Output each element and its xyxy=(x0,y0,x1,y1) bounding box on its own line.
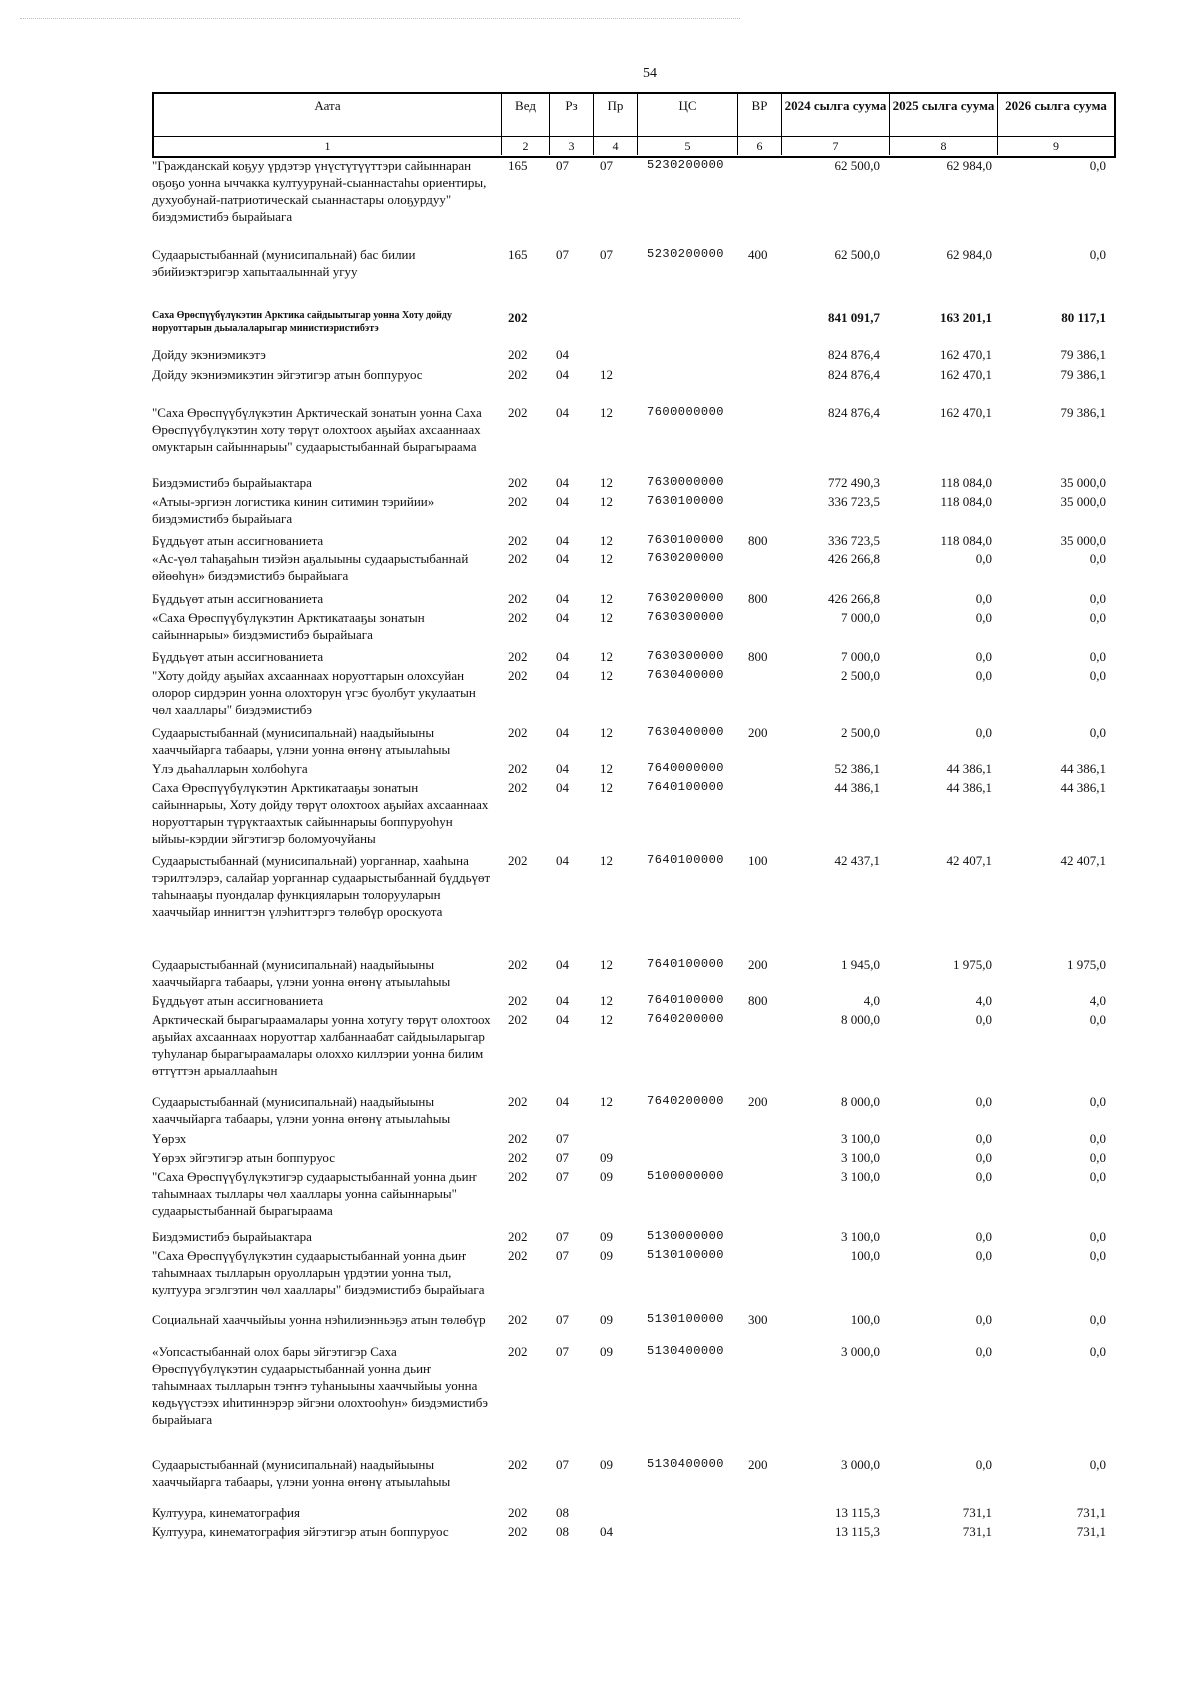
header-2026: 2026 сылга суума xyxy=(1005,98,1107,113)
cell-ved: 202 xyxy=(508,591,528,606)
cell-rz: 04 xyxy=(556,591,569,606)
cell-pr: 07 xyxy=(600,158,613,173)
cell-ved: 202 xyxy=(508,1505,528,1520)
cell-ved: 165 xyxy=(508,158,528,173)
cell-rz: 07 xyxy=(556,1344,569,1359)
cell-rz: 04 xyxy=(556,993,569,1008)
cell-name: «Уопсастыбаннай олох бары эйгэтигэр Саха Өрөспүүбүлүкэтин судаарыстыбаннай уонна дьиҥ таһымнаах тылларын тэҥҥэ туһаныыны хааччыйыы уонна көдьүүстээх иһитиннэрэр эйгэни олохтооһун» биэдэмистибэ бырайыага xyxy=(152,1344,488,1427)
cell-pr: 12 xyxy=(600,1012,613,1027)
cell-pr: 12 xyxy=(600,725,613,740)
cell-y2024: 44 386,1 xyxy=(834,780,880,795)
cell-name: "Саха Өрөспүүбүлүкэтин судаарыстыбаннай уонна дьиҥ таһымнаах тылларын оруолларын үрдэтии уонна тыл, култуура эгэлгэтин чөл хааллары" биэдэмистибэ бырайыага xyxy=(152,1248,485,1297)
cell-y2025: 0,0 xyxy=(975,1344,992,1359)
cell-y2026: 35 000,0 xyxy=(1060,475,1106,490)
cell-y2024: 8 000,0 xyxy=(841,1094,880,1109)
cell-name: Биэдэмистибэ бырайыактара xyxy=(152,1229,312,1244)
cell-ved: 202 xyxy=(508,1169,528,1184)
cell-y2024: 2 500,0 xyxy=(841,668,880,683)
cell-pr: 09 xyxy=(600,1312,613,1327)
cell-rz: 04 xyxy=(556,649,569,664)
cell-pr: 12 xyxy=(600,475,613,490)
cell-y2024: 426 266,8 xyxy=(828,591,880,606)
cell-cs: 7630400000 xyxy=(647,725,725,739)
cell-name: Култуура, кинематография эйгэтигэр атын боппуруос xyxy=(152,1524,449,1539)
cell-pr: 12 xyxy=(600,367,613,382)
cell-y2025: 0,0 xyxy=(975,1229,992,1244)
cell-ved: 202 xyxy=(508,649,528,664)
cell-y2025: 162 470,1 xyxy=(940,367,992,382)
column-number: 7 xyxy=(782,137,890,155)
cell-cs: 5130100000 xyxy=(647,1312,725,1326)
cell-pr: 12 xyxy=(600,551,613,566)
cell-rz: 04 xyxy=(556,761,569,776)
cell-y2025: 0,0 xyxy=(975,725,992,740)
cell-y2026: 731,1 xyxy=(1076,1524,1106,1539)
page-number: 54 xyxy=(643,66,657,81)
cell-y2024: 13 115,3 xyxy=(834,1505,880,1520)
cell-ved: 202 xyxy=(508,1131,528,1146)
cell-y2026: 0,0 xyxy=(1089,1169,1106,1184)
cell-ved: 202 xyxy=(508,780,528,795)
cell-cs: 7630300000 xyxy=(647,649,725,663)
cell-y2024: 336 723,5 xyxy=(828,533,880,548)
cell-name: Саха Өрөспүүбүлүкэтин Арктикатааҕы зонатын сайыннарыы, Хоту дойду төрүт олохтоох аҕыйах ахсааннаах норуоттарын түрүктаахтык сайыннарыы боппуруоһун ыйыы-кэрдии эйгэтигэр боломуочуйаны xyxy=(152,780,489,846)
cell-rz: 04 xyxy=(556,367,569,382)
cell-name: Култуура, кинематография xyxy=(152,1505,300,1520)
cell-cs: 5230200000 xyxy=(647,158,725,172)
cell-rz: 04 xyxy=(556,494,569,509)
cell-y2026: 1 975,0 xyxy=(1067,957,1106,972)
cell-y2026: 44 386,1 xyxy=(1060,780,1106,795)
cell-name: "Гражданскай коҕуу үрдэтэр үнүстүтүүттэри сайыннаран оҕоҕо уонна ыччакка култуурунай-сыаннастаһы ориентиры, духуобунай-патриотическай сыаннастары олоҕурдуу" биэдэмистибэ бырайыага xyxy=(152,158,487,224)
cell-ved: 202 xyxy=(508,1248,528,1263)
cell-rz: 07 xyxy=(556,1131,569,1146)
cell-y2025: 44 386,1 xyxy=(946,780,992,795)
cell-cs: 5230200000 xyxy=(647,247,725,261)
cell-cs: 5130000000 xyxy=(647,1229,725,1243)
cell-ved: 202 xyxy=(508,993,528,1008)
cell-y2026: 0,0 xyxy=(1089,725,1106,740)
header-2025: 2025 сылга суума xyxy=(890,94,998,136)
cell-ved: 202 xyxy=(508,1229,528,1244)
column-number: 5 xyxy=(638,137,738,155)
cell-rz: 04 xyxy=(556,1094,569,1109)
cell-name: Бүддьүөт атын ассигнованиета xyxy=(152,649,324,664)
column-number: 1 xyxy=(154,137,502,155)
cell-rz: 07 xyxy=(556,1150,569,1165)
cell-y2024: 3 000,0 xyxy=(841,1457,880,1472)
cell-name: Дойду экэниэмикэтэ xyxy=(152,347,266,362)
cell-name: Бүддьүөт атын ассигнованиета xyxy=(152,591,324,606)
cell-cs: 7630100000 xyxy=(647,533,725,547)
cell-y2025: 44 386,1 xyxy=(946,761,992,776)
cell-ved: 202 xyxy=(508,551,528,566)
cell-y2026: 0,0 xyxy=(1089,1312,1106,1327)
cell-cs: 7640100000 xyxy=(647,853,725,867)
cell-pr: 12 xyxy=(600,494,613,509)
cell-y2026: 0,0 xyxy=(1089,1344,1106,1359)
cell-pr: 12 xyxy=(600,649,613,664)
cell-vr: 300 xyxy=(748,1312,768,1327)
cell-y2025: 731,1 xyxy=(962,1505,992,1520)
cell-name: Бүддьүөт атын ассигнованиета xyxy=(152,533,324,548)
cell-name: "Саха Өрөспүүбүлүкэтин Арктическай зонатын уонна Саха Өрөспүүбүлүкэтин хоту төрүт олохтоох аҕыйах ахсааннаах омуктарын сайыннарыы" судаарыстыбаннай бырагыраама xyxy=(152,405,482,454)
cell-y2025: 162 470,1 xyxy=(940,405,992,420)
cell-y2026: 0,0 xyxy=(1089,1150,1106,1165)
cell-pr: 07 xyxy=(600,247,613,262)
cell-y2026: 4,0 xyxy=(1089,993,1106,1008)
cell-y2025: 0,0 xyxy=(975,610,992,625)
cell-pr: 12 xyxy=(600,591,613,606)
header-name: Аата xyxy=(154,94,502,136)
cell-name: Судаарыстыбаннай (мунисипальнай) уорганнар, хааһына тэрилтэлэрэ, салайар уорганнар судаарыстыбаннай бүддьүөт таһынааҕы пуондалар функцияларын толорууларын хааччыйар иннигтэн үлэһиттэргэ төлөбүр ороскуота xyxy=(152,853,491,919)
cell-y2025: 0,0 xyxy=(975,1150,992,1165)
cell-pr: 12 xyxy=(600,533,613,548)
cell-rz: 08 xyxy=(556,1505,569,1520)
cell-y2026: 0,0 xyxy=(1089,668,1106,683)
cell-y2025: 0,0 xyxy=(975,1312,992,1327)
cell-ved: 202 xyxy=(508,725,528,740)
cell-y2026: 0,0 xyxy=(1089,610,1106,625)
column-number: 2 xyxy=(502,137,550,155)
cell-y2025: 0,0 xyxy=(975,1094,992,1109)
cell-vr: 200 xyxy=(748,725,768,740)
cell-pr: 12 xyxy=(600,780,613,795)
header-2024: 2024 сылга суума xyxy=(782,94,890,136)
cell-y2025: 62 984,0 xyxy=(946,247,992,262)
column-number: 4 xyxy=(594,137,638,155)
cell-cs: 7630200000 xyxy=(647,551,725,565)
cell-y2024: 62 500,0 xyxy=(834,247,880,262)
cell-ved: 202 xyxy=(508,668,528,683)
cell-y2025: 0,0 xyxy=(975,649,992,664)
cell-cs: 7640100000 xyxy=(647,780,725,794)
cell-vr: 400 xyxy=(748,247,768,262)
cell-rz: 04 xyxy=(556,475,569,490)
cell-rz: 07 xyxy=(556,158,569,173)
cell-vr: 200 xyxy=(748,957,768,972)
cell-cs: 7640100000 xyxy=(647,957,725,971)
column-number: 9 xyxy=(1053,139,1059,153)
cell-y2026: 0,0 xyxy=(1089,158,1106,173)
cell-ved: 202 xyxy=(508,347,528,362)
cell-pr: 12 xyxy=(600,957,613,972)
cell-ved: 202 xyxy=(508,853,528,868)
cell-y2026: 0,0 xyxy=(1089,551,1106,566)
cell-rz: 04 xyxy=(556,668,569,683)
cell-y2026: 79 386,1 xyxy=(1060,347,1106,362)
cell-name: Дойду экэниэмикэтин эйгэтигэр атын боппуруос xyxy=(152,367,423,382)
cell-vr: 800 xyxy=(748,591,768,606)
cell-pr: 09 xyxy=(600,1248,613,1263)
cell-cs: 5100000000 xyxy=(647,1169,725,1183)
cell-ved: 202 xyxy=(508,761,528,776)
cell-name: Бүддьүөт атын ассигнованиета xyxy=(152,993,324,1008)
cell-y2024: 100,0 xyxy=(850,1312,880,1327)
cell-ved: 202 xyxy=(508,1012,528,1027)
cell-ved: 202 xyxy=(508,405,528,420)
column-number: 3 xyxy=(550,137,594,155)
cell-pr: 09 xyxy=(600,1150,613,1165)
cell-ved: 165 xyxy=(508,247,528,262)
cell-y2025: 162 470,1 xyxy=(940,347,992,362)
cell-name: Судаарыстыбаннай (мунисипальнай) бас билии эбийиэктэригэр хапытаалыннай угуу xyxy=(152,247,416,279)
cell-y2024: 4,0 xyxy=(863,993,880,1008)
cell-cs: 7630100000 xyxy=(647,494,725,508)
cell-y2026: 0,0 xyxy=(1089,1229,1106,1244)
cell-y2025: 118 084,0 xyxy=(940,475,992,490)
cell-rz: 04 xyxy=(556,347,569,362)
cell-y2024: 3 100,0 xyxy=(841,1131,880,1146)
cell-y2025: 731,1 xyxy=(962,1524,992,1539)
cell-ved: 202 xyxy=(508,367,528,382)
cell-cs: 7640200000 xyxy=(647,1094,725,1108)
cell-y2025: 0,0 xyxy=(975,668,992,683)
cell-name: Биэдэмистибэ бырайыактара xyxy=(152,475,312,490)
cell-rz: 04 xyxy=(556,405,569,420)
cell-ved: 202 xyxy=(508,494,528,509)
cell-ved: 202 xyxy=(508,957,528,972)
cell-y2024: 841 091,7 xyxy=(828,310,880,325)
cell-y2026: 0,0 xyxy=(1089,649,1106,664)
cell-y2025: 0,0 xyxy=(975,1457,992,1472)
cell-rz: 04 xyxy=(556,853,569,868)
cell-cs: 7640200000 xyxy=(647,1012,725,1026)
cell-ved: 202 xyxy=(508,475,528,490)
cell-ved: 202 xyxy=(508,1312,528,1327)
cell-name: Үөрэх эйгэтигэр атын боппуруос xyxy=(152,1150,335,1165)
cell-y2024: 1 945,0 xyxy=(841,957,880,972)
cell-vr: 800 xyxy=(748,649,768,664)
cell-y2024: 3 100,0 xyxy=(841,1229,880,1244)
cell-y2024: 3 100,0 xyxy=(841,1150,880,1165)
cell-y2025: 0,0 xyxy=(975,1169,992,1184)
cell-y2025: 1 975,0 xyxy=(953,957,992,972)
cell-rz: 04 xyxy=(556,610,569,625)
header-pr: Пр xyxy=(594,94,638,136)
cell-ved: 202 xyxy=(508,1344,528,1359)
cell-y2025: 0,0 xyxy=(975,1131,992,1146)
cell-y2024: 7 000,0 xyxy=(841,649,880,664)
cell-y2026: 0,0 xyxy=(1089,1457,1106,1472)
cell-cs: 5130400000 xyxy=(647,1344,725,1358)
cell-name: «Саха Өрөспүүбүлүкэтин Арктикатааҕы зонатын сайыннарыы» биэдэмистибэ бырайыага xyxy=(152,610,425,642)
cell-y2024: 2 500,0 xyxy=(841,725,880,740)
cell-pr: 09 xyxy=(600,1457,613,1472)
cell-cs: 7630400000 xyxy=(647,668,725,682)
cell-name: Социальнай хааччыйыы уонна нэһилиэнньэҕэ атын төлөбүр xyxy=(152,1312,486,1327)
cell-rz: 04 xyxy=(556,1012,569,1027)
cell-pr: 09 xyxy=(600,1344,613,1359)
cell-y2026: 79 386,1 xyxy=(1060,405,1106,420)
header-rz: Рз xyxy=(550,94,594,136)
cell-ved: 202 xyxy=(508,533,528,548)
cell-y2025: 0,0 xyxy=(975,1248,992,1263)
cell-y2026: 42 407,1 xyxy=(1060,853,1106,868)
cell-y2025: 0,0 xyxy=(975,1012,992,1027)
cell-pr: 12 xyxy=(600,668,613,683)
cell-pr: 12 xyxy=(600,761,613,776)
cell-y2026: 0,0 xyxy=(1089,1248,1106,1263)
cell-y2026: 0,0 xyxy=(1089,1094,1106,1109)
cell-rz: 04 xyxy=(556,533,569,548)
cell-y2026: 731,1 xyxy=(1076,1505,1106,1520)
cell-cs: 7600000000 xyxy=(647,405,725,419)
cell-name: "Саха Өрөспүүбүлүкэтигэр судаарыстыбаннай уонна дьиҥ таһымнаах тыллары чөл хааллары уонна сайыннарыы" судаарыстыбаннай бырагыраама xyxy=(152,1169,477,1218)
cell-rz: 04 xyxy=(556,551,569,566)
cell-pr: 12 xyxy=(600,610,613,625)
table-header xyxy=(152,92,1116,158)
cell-vr: 200 xyxy=(748,1094,768,1109)
cell-pr: 09 xyxy=(600,1229,613,1244)
cell-rz: 07 xyxy=(556,1229,569,1244)
cell-pr: 12 xyxy=(600,405,613,420)
cell-name: Судаарыстыбаннай (мунисипальнай) наадыйыыны хааччыйарга табаары, үлэни уонна өҥөнү атыылаһыы xyxy=(152,1094,451,1126)
cell-y2026: 80 117,1 xyxy=(1061,310,1106,325)
cell-rz: 04 xyxy=(556,780,569,795)
cell-y2024: 42 437,1 xyxy=(834,853,880,868)
cell-y2024: 336 723,5 xyxy=(828,494,880,509)
column-number: 8 xyxy=(890,137,998,155)
column-number: 6 xyxy=(738,137,782,155)
cell-y2025: 0,0 xyxy=(975,551,992,566)
cell-cs: 7640000000 xyxy=(647,761,725,775)
cell-y2025: 42 407,1 xyxy=(946,853,992,868)
cell-rz: 07 xyxy=(556,1457,569,1472)
cell-rz: 08 xyxy=(556,1524,569,1539)
cell-y2026: 0,0 xyxy=(1089,591,1106,606)
cell-cs: 5130400000 xyxy=(647,1457,725,1471)
cell-vr: 800 xyxy=(748,993,768,1008)
cell-rz: 07 xyxy=(556,1169,569,1184)
cell-name: Үөрэх xyxy=(152,1131,187,1146)
scan-artifact xyxy=(20,18,740,23)
cell-rz: 07 xyxy=(556,1312,569,1327)
cell-y2024: 8 000,0 xyxy=(841,1012,880,1027)
cell-y2024: 3 000,0 xyxy=(841,1344,880,1359)
cell-pr: 12 xyxy=(600,1094,613,1109)
cell-vr: 200 xyxy=(748,1457,768,1472)
cell-vr: 800 xyxy=(748,533,768,548)
cell-y2024: 7 000,0 xyxy=(841,610,880,625)
cell-y2026: 0,0 xyxy=(1089,247,1106,262)
cell-y2024: 3 100,0 xyxy=(841,1169,880,1184)
cell-y2024: 772 490,3 xyxy=(828,475,880,490)
cell-ved: 202 xyxy=(508,1524,528,1539)
cell-ved: 202 xyxy=(508,310,528,325)
cell-y2024: 62 500,0 xyxy=(834,158,880,173)
cell-y2024: 426 266,8 xyxy=(828,551,880,566)
cell-y2026: 35 000,0 xyxy=(1060,533,1106,548)
cell-y2024: 824 876,4 xyxy=(828,367,880,382)
cell-name: Судаарыстыбаннай (мунисипальнай) наадыйыыны хааччыйарга табаары, үлэни уонна өҥөнү атыылаһыы xyxy=(152,1457,451,1489)
cell-y2024: 824 876,4 xyxy=(828,405,880,420)
cell-rz: 07 xyxy=(556,1248,569,1263)
cell-cs: 7630200000 xyxy=(647,591,725,605)
column-number-row xyxy=(154,136,1114,155)
cell-pr: 12 xyxy=(600,853,613,868)
cell-pr: 12 xyxy=(600,993,613,1008)
cell-rz: 07 xyxy=(556,247,569,262)
cell-y2024: 13 115,3 xyxy=(834,1524,880,1539)
header-vr: ВР xyxy=(738,94,782,136)
cell-y2025: 62 984,0 xyxy=(946,158,992,173)
cell-name: Арктическай бырагыраамалары уонна хотугу төрүт олохтоох аҕыйах ахсааннаах норуоттар халбаннаабат сайдыыларыгар туһуланар бырагыраамалары олоххо киллэрии уонна билим өттүттэн арыаллааһын xyxy=(152,1012,491,1078)
cell-name: "Хоту дойду аҕыйах ахсааннаах норуоттарын олохсуйан олорор сирдэрин уонна олохторун үгэс буолбут укулаатын чөл хааллары" биэдэмистибэ xyxy=(152,668,476,717)
cell-y2025: 4,0 xyxy=(975,993,992,1008)
cell-name: Судаарыстыбаннай (мунисипальнай) наадыйыыны хааччыйарга табаары, үлэни уонна өҥөнү атыылаһыы xyxy=(152,725,451,757)
cell-name: Саха Өрөспүүбүлүкэтин Арктика сайдыытыгар уонна Хоту дойду норуоттарын дьыалаларыгар министиэристибэтэ xyxy=(152,310,452,334)
cell-y2025: 118 084,0 xyxy=(940,533,992,548)
cell-cs: 7640100000 xyxy=(647,993,725,1007)
cell-name: «Ас-үөл таһаҕаһын тиэйэн аҕалыыны судаарыстыбаннай өйөөһүн» биэдэмистибэ бырайыага xyxy=(152,551,469,583)
cell-cs: 7630300000 xyxy=(647,610,725,624)
cell-pr: 04 xyxy=(600,1524,613,1539)
cell-y2025: 163 201,1 xyxy=(940,310,992,325)
cell-y2024: 52 386,1 xyxy=(834,761,880,776)
cell-cs: 7630000000 xyxy=(647,475,725,489)
cell-y2026: 44 386,1 xyxy=(1060,761,1106,776)
cell-pr: 09 xyxy=(600,1169,613,1184)
cell-y2026: 0,0 xyxy=(1089,1012,1106,1027)
cell-ved: 202 xyxy=(508,610,528,625)
cell-y2024: 824 876,4 xyxy=(828,347,880,362)
cell-y2026: 35 000,0 xyxy=(1060,494,1106,509)
header-ved: Вед xyxy=(502,94,550,136)
cell-y2026: 0,0 xyxy=(1089,1131,1106,1146)
cell-y2026: 79 386,1 xyxy=(1060,367,1106,382)
cell-name: Үлэ дьаһалларын холбоһуга xyxy=(152,761,308,776)
cell-rz: 04 xyxy=(556,957,569,972)
cell-vr: 100 xyxy=(748,853,768,868)
cell-ved: 202 xyxy=(508,1150,528,1165)
cell-y2025: 118 084,0 xyxy=(940,494,992,509)
cell-y2025: 0,0 xyxy=(975,591,992,606)
cell-cs: 5130100000 xyxy=(647,1248,725,1262)
header-cs: ЦС xyxy=(638,94,738,136)
cell-rz: 04 xyxy=(556,725,569,740)
cell-name: Судаарыстыбаннай (мунисипальнай) наадыйыыны хааччыйарга табаары, үлэни уонна өҥөнү атыылаһыы xyxy=(152,957,451,989)
cell-ved: 202 xyxy=(508,1094,528,1109)
cell-name: «Атыы-эргиэн логистика кинин ситимин тэрийии» биэдэмистибэ бырайыага xyxy=(152,494,435,526)
cell-ved: 202 xyxy=(508,1457,528,1472)
cell-y2024: 100,0 xyxy=(850,1248,880,1263)
